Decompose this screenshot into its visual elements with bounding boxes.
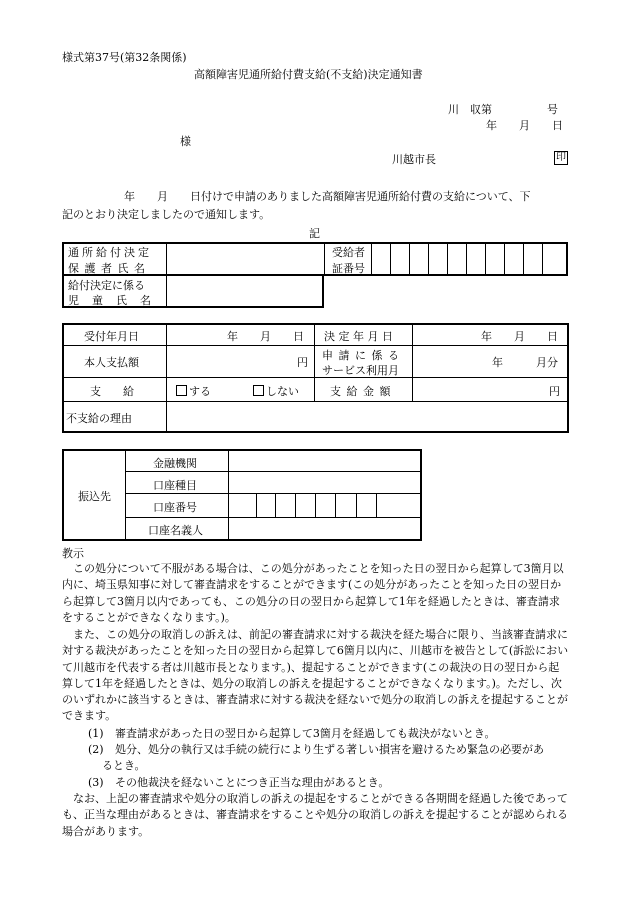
option-no-pay[interactable] xyxy=(253,383,299,399)
payment-amount-label: 支 給 金 額 xyxy=(330,385,392,398)
service-month-label-1: 申 請 に 係 る xyxy=(322,349,400,362)
recipient-number-cell-divider xyxy=(428,242,429,276)
item-3-number: (3) xyxy=(88,776,104,789)
recipient-number-cell-divider xyxy=(485,242,486,276)
option-no-pay-label: しない xyxy=(266,385,299,398)
received-date-label: 受付年月日 xyxy=(84,330,139,343)
seal-text: 印 xyxy=(556,152,566,163)
seal-mark xyxy=(554,150,568,165)
received-date-value: 年 月 日 xyxy=(227,330,304,343)
service-month-value: 年 月分 xyxy=(492,356,558,369)
instruction-paragraph-2: また、この処分の取消しの訴えは、前記の審査請求に対する裁決を経た場合に限り、当該審査請求に対する裁決があったことを知った日の翌日から起算して6箇月以内に、川越市を被告として(訴訟において川越市を代表する者は川越市長となります。)、提起することができます(この裁決の日の翌日から起算して1年を経過したときは、処分の取消しの訴えを提起することができなくなります。)。ただし、次のいずれかに該当するときは、審査請求に対する裁決を経ないで処分の取消しの訴えを提起することができます。 xyxy=(62,628,569,723)
item-1-text: 審査請求があった日の翌日から起算して3箇月を経過しても裁決がないとき。 xyxy=(115,727,496,740)
payment-amount-unit: 円 xyxy=(549,385,560,398)
addressee-suffix: 様 xyxy=(180,135,191,148)
item-2-number: (2) xyxy=(88,743,104,756)
account-number-cell-divider xyxy=(376,493,377,517)
instruction-paragraph-3: なお、上記の審査請求や処分の取消しの訴えの提起をすることができる各期間を経過した後であっても、正当な理由があるときは、審査請求をすることや処分の取消しの訴えを提起することが認められる場合があります。 xyxy=(62,792,568,838)
child-name-field[interactable] xyxy=(168,276,323,306)
instruction-paragraph-1: この処分について不服がある場合は、この処分があったことを知った日の翌日から起算して3箇月以内に、埼玉県知事に対して審査請求をすることができます(この処分があったことを知った日の翌日から起算して3箇月以内であっても、この処分の日の翌日から起算して1年を経過したときは、審査請求をすることができなくなります。)。 xyxy=(62,562,564,624)
child-label-2: 児 童 氏 名 xyxy=(68,294,152,307)
issue-date: 年 月 日 xyxy=(486,119,563,132)
recipient-number-cell-divider xyxy=(390,242,391,276)
issuer-name: 川越市長 xyxy=(392,153,436,166)
account-number-cell-divider xyxy=(256,493,257,517)
self-pay-label: 本人支払額 xyxy=(84,356,139,369)
recipient-label-1: 受給者 xyxy=(332,246,365,259)
account-number-cell-divider xyxy=(315,493,316,517)
decision-date-label: 決 定 年 月 日 xyxy=(324,330,393,343)
form-number: 様式第37号(第32条関係) xyxy=(62,51,187,64)
account-number-cell-divider xyxy=(356,493,357,517)
child-label-1: 給付決定に係る xyxy=(68,279,145,292)
reference-number: 川 収第 号 xyxy=(448,103,558,116)
payment-label: 支 給 xyxy=(90,385,134,398)
decision-date-value: 年 月 日 xyxy=(481,330,558,343)
recipient-number-cell-divider xyxy=(523,242,524,276)
intro-line-2: 記のとおり決定しましたので通知します。 xyxy=(62,208,271,221)
recipient-number-cell-divider xyxy=(447,242,448,276)
account-number-cell-divider xyxy=(275,493,276,517)
recipient-number-cell-divider xyxy=(466,242,467,276)
item-1-number: (1) xyxy=(88,727,104,740)
document-title: 高額障害児通所給付費支給(不支給)決定通知書 xyxy=(194,68,423,81)
guardian-label-2: 保 護 者 氏 名 xyxy=(68,262,146,275)
self-pay-unit: 円 xyxy=(297,356,308,369)
item-2-text-2: るとき。 xyxy=(102,759,146,772)
account-number-cell-divider xyxy=(295,493,296,517)
guardian-name-field[interactable] xyxy=(168,244,323,274)
intro-line-1: 年 月 日付けで申請のありました高額障害児通所給付費の支給について、下 xyxy=(124,190,531,203)
option-pay-label: する xyxy=(189,385,211,398)
no-pay-checkbox[interactable] xyxy=(253,385,264,396)
recipient-number-cell-divider xyxy=(409,242,410,276)
item-2-text-1: 処分、処分の執行又は手続の続行により生ずる著しい損害を避けるため緊急の必要があ xyxy=(115,743,544,756)
instruction-heading: 教示 xyxy=(62,547,84,560)
guardian-label-1: 通所給付決定 xyxy=(68,246,152,259)
bank-label: 金融機関 xyxy=(153,457,197,470)
account-holder-label: 口座名義人 xyxy=(148,524,203,537)
non-payment-reason-label: 不支給の理由 xyxy=(66,412,132,425)
item-3-text: その他裁決を経ないことにつき正当な理由があるとき。 xyxy=(115,776,390,789)
account-number-cell-divider xyxy=(335,493,336,517)
ki-heading: 記 xyxy=(309,227,320,240)
service-month-label-2: サービス利用月 xyxy=(322,364,399,377)
transfer-label: 振込先 xyxy=(78,490,111,503)
account-number-label: 口座番号 xyxy=(153,501,197,514)
account-type-label: 口座種目 xyxy=(153,479,197,492)
pay-checkbox[interactable] xyxy=(176,385,187,396)
recipient-number-cell-divider xyxy=(504,242,505,276)
recipient-label-2: 証番号 xyxy=(332,262,365,275)
option-pay[interactable] xyxy=(176,383,211,399)
recipient-number-cell-divider xyxy=(542,242,543,276)
